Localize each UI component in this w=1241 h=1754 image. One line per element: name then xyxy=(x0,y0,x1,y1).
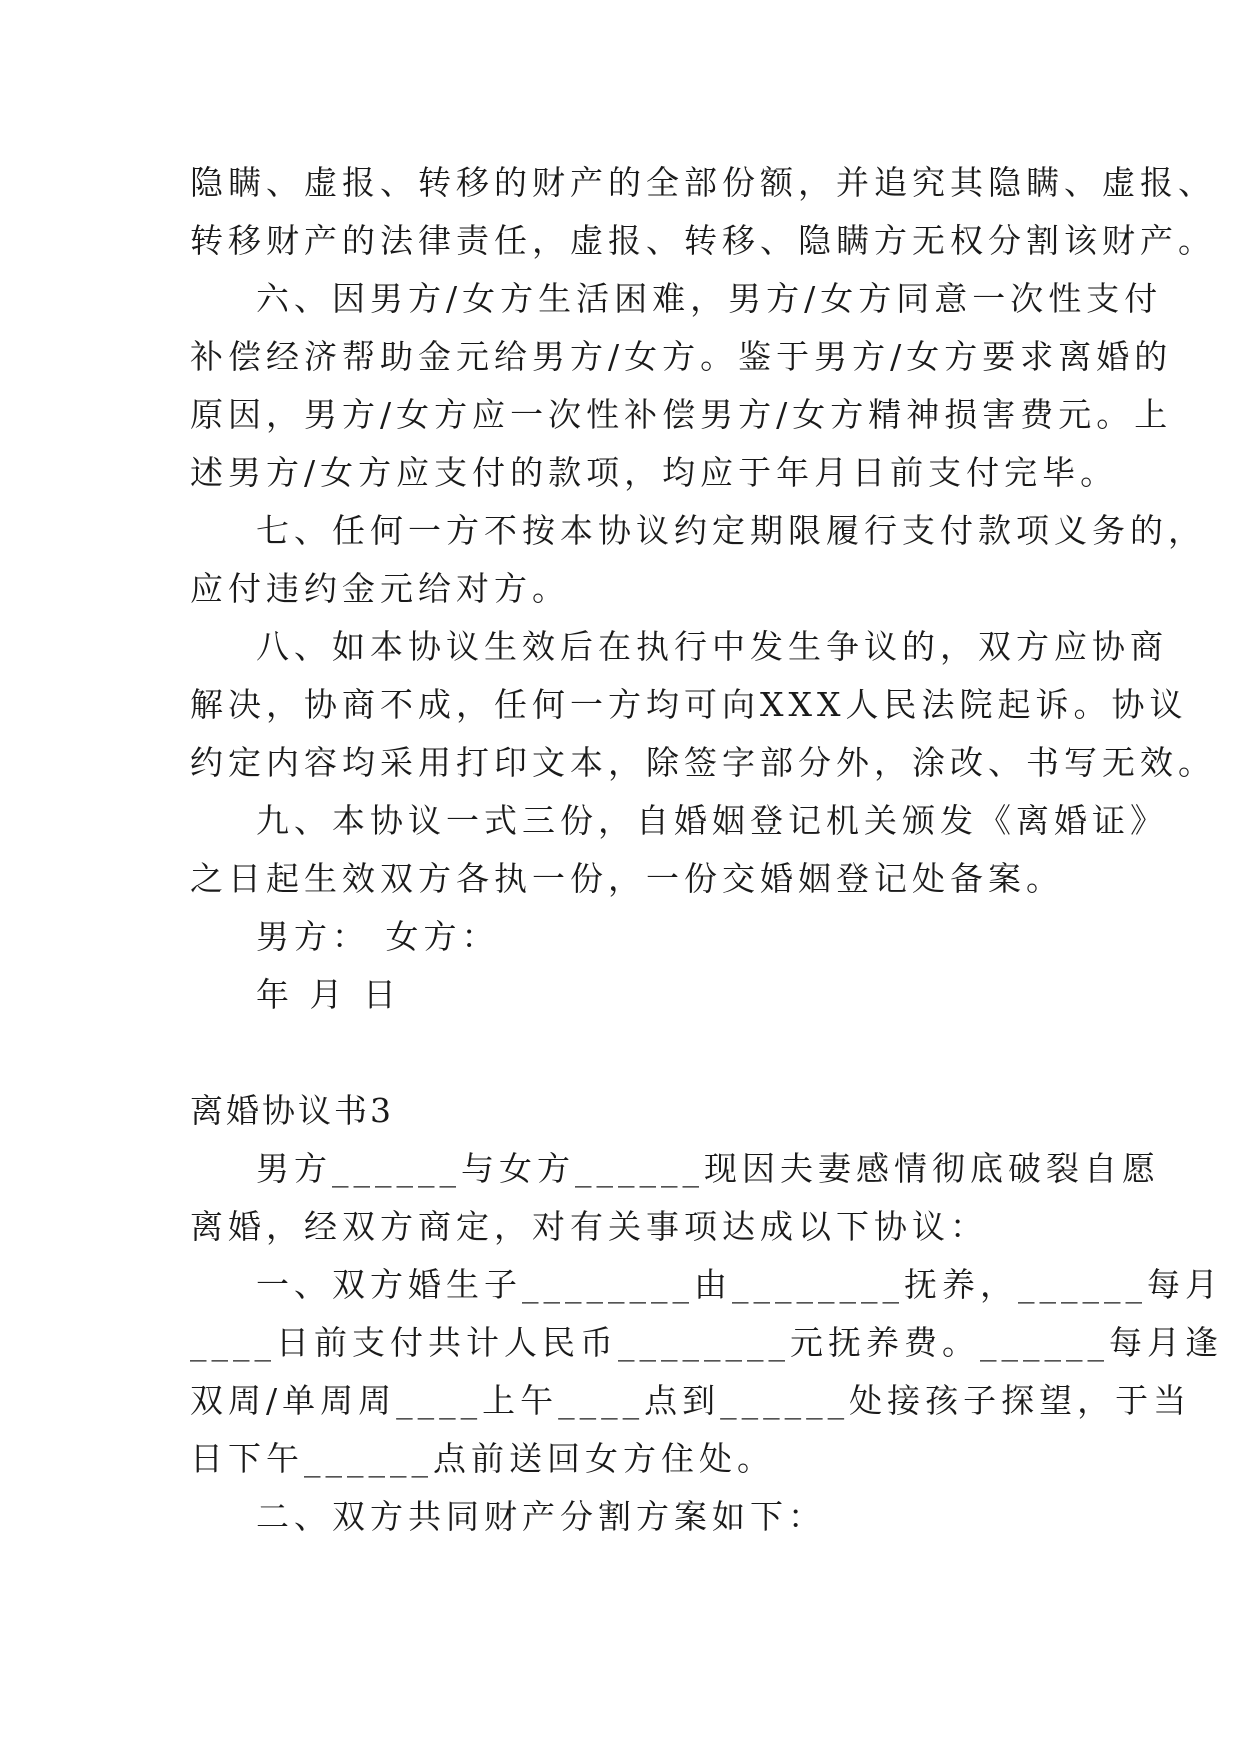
text-line: 六、因男方/女方生活困难，男方/女方同意一次性支付 xyxy=(256,279,1163,318)
clause-8 xyxy=(190,618,1216,792)
text-line: 补偿经济帮助金元给男方/女方。鉴于男方/女方要求离婚的 xyxy=(190,337,1173,376)
section3-item-2: 二、双方共同财产分割方案如下： xyxy=(256,1497,826,1536)
text-line: 隐瞒、虚报、转移的财产的全部份额，并追究其隐瞒、虚报、 xyxy=(190,163,1216,202)
text-line: 七、任何一方不按本协议约定期限履行支付款项义务的， xyxy=(256,511,1206,550)
text-line: 述男方/女方应支付的款项，均应于年月日前支付完毕。 xyxy=(190,453,1119,492)
text-line: 约定内容均采用打印文本，除签字部分外，涂改、书写无效。 xyxy=(190,743,1216,782)
text-line: 日下午______点前送回女方住处。 xyxy=(190,1439,775,1478)
document-body xyxy=(190,154,1223,1546)
text-line: 男方______与女方______现因夫妻感情彻底破裂自愿 xyxy=(256,1149,1160,1188)
text-line: 转移财产的法律责任，虚报、转移、隐瞒方无权分割该财产。 xyxy=(190,221,1216,260)
clause-7 xyxy=(190,502,1206,618)
date-line: 年 月 日 xyxy=(256,975,401,1014)
text-line: ____日前支付共计人民币________元抚养费。______每月逢 xyxy=(190,1323,1223,1362)
text-line: 解决，协商不成，任何一方均可向XXX人民法院起诉。协议 xyxy=(190,685,1188,724)
clause-9 xyxy=(190,792,1168,908)
text-line: 一、双方婚生子________由________抚养，______每月 xyxy=(256,1265,1223,1304)
text-line: 双周/单周周____上午____点到______处接孩子探望，于当 xyxy=(190,1381,1192,1420)
section-title: 离婚协议书3 xyxy=(190,1091,394,1130)
paragraph-property-concealment xyxy=(190,154,1216,270)
section3-intro xyxy=(190,1140,1160,1256)
signature-line: 男方： 女方： xyxy=(256,917,500,956)
section-gap xyxy=(190,1024,1054,1082)
section3-item-1 xyxy=(190,1256,1223,1488)
text-line: 原因，男方/女方应一次性补偿男方/女方精神损害费元。上 xyxy=(190,395,1173,434)
text-line: 八、如本协议生效后在执行中发生争议的，双方应协商 xyxy=(256,627,1168,666)
text-line: 应付违约金元给对方。 xyxy=(190,569,570,608)
text-line: 九、本协议一式三份，自婚姻登记机关颁发《离婚证》 xyxy=(256,801,1168,840)
text-line: 离婚，经双方商定，对有关事项达成以下协议： xyxy=(190,1207,988,1246)
clause-6 xyxy=(190,270,1173,502)
text-line: 之日起生效双方各执一份，一份交婚姻登记处备案。 xyxy=(190,859,1064,898)
